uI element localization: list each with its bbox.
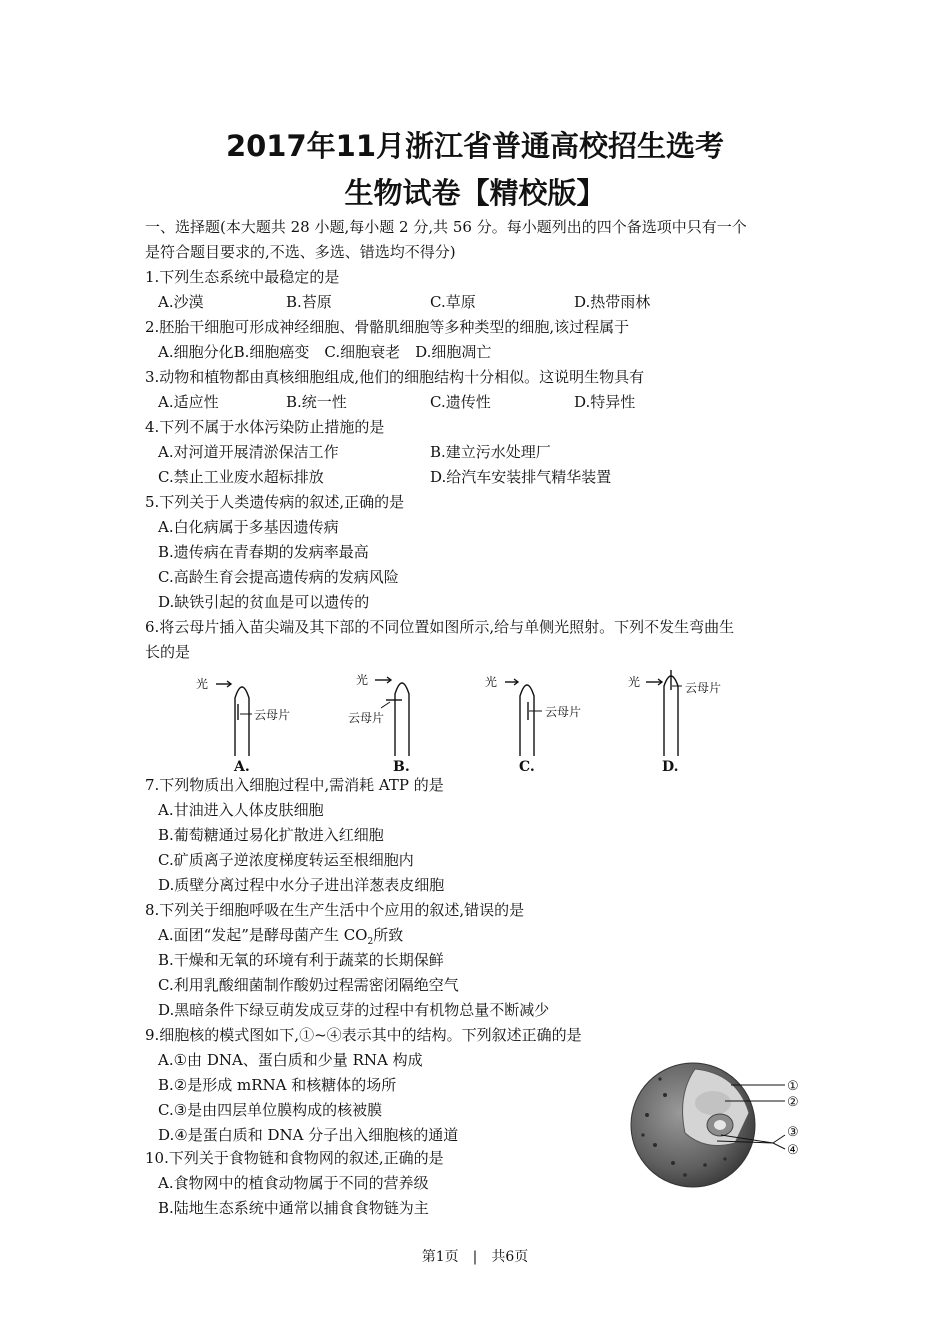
question-10-option-a: A.食物网中的植食动物属于不同的营养级 [158,1174,429,1192]
question-9-option-d: D.④是蛋白质和 DNA 分子出入细胞核的通道 [158,1126,459,1144]
question-9-stem: 9.细胞核的模式图如下,①~④表示其中的结构。下列叙述正确的是 [145,1026,582,1044]
marker-2: ② [787,1095,799,1110]
question-4-option-d: D.给汽车安装排气精华装置 [430,468,612,486]
question-3-option-a: A.适应性 [158,393,219,411]
marker-1: ① [787,1079,799,1094]
question-2-stem: 2.胚胎干细胞可形成神经细胞、骨骼肌细胞等多种类型的细胞,该过程属于 [145,318,630,336]
light-label-a: 光 [196,677,209,691]
light-label-d: 光 [628,675,641,689]
question-6-stem: 6.将云母片插入苗尖端及其下部的不同位置如图所示,给与单侧光照射。下列不发生弯曲生 [145,618,735,636]
question-7-option-c: C.矿质离子逆浓度梯度转运至根细胞内 [158,851,414,869]
question-1-option-d: D.热带雨林 [574,293,651,311]
mica-label-b: 云母片 [348,711,385,725]
question-7-stem: 7.下列物质出入细胞过程中,需消耗 ATP 的是 [145,776,444,794]
question-7-option-d: D.质壁分离过程中水分子进出洋葱表皮细胞 [158,876,445,894]
question-5-option-c: C.高龄生育会提高遗传病的发病风险 [158,568,399,586]
mica-label-d: 云母片 [685,681,722,695]
question-7-option-a: A.甘油进入人体皮肤细胞 [158,801,324,819]
figure-label-d: D. [662,759,679,775]
question-1-option-b: B.苔原 [286,293,332,311]
co2-subscript: 2 [367,937,374,947]
question-3-option-c: C.遗传性 [430,393,491,411]
question-4-option-b: B.建立污水处理厂 [430,443,551,461]
question-8-option-a: A.面团“发起”是酵母菌产生 $CO_2$所致 [158,926,404,947]
marker-3: ③ [787,1125,799,1140]
question-10-stem: 10.下列关于食物链和食物网的叙述,正确的是 [145,1149,444,1167]
question-2-options: A.细胞分化B.细胞癌变 C.细胞衰老 D.细胞凋亡 [158,343,492,361]
question-9-option-a: A.①由 DNA、蛋白质和少量 RNA 构成 [158,1051,423,1069]
mica-label-c: 云母片 [545,705,582,719]
question-5-option-d: D.缺铁引起的贫血是可以遗传的 [158,593,370,611]
light-label-c: 光 [485,675,498,689]
question-4-option-a: A.对河道开展清淤保洁工作 [158,443,339,461]
marker-4: ④ [787,1143,799,1158]
question-1-option-a: A.沙漠 [158,293,204,311]
section-intro-cont: 是符合题目要求的,不选、多选、错选均不得分) [145,243,456,261]
figure-label-b: B. [393,759,410,775]
mica-label-a: 云母片 [254,708,291,722]
question-9-option-b: B.②是形成 mRNA 和核糖体的场所 [158,1076,397,1094]
coleoptile-figure [180,668,740,776]
question-8-stem: 8.下列关于细胞呼吸在生产生活中个应用的叙述,错误的是 [145,901,525,919]
question-6-stem-cont: 长的是 [145,643,191,661]
question-1-option-c: C.草原 [430,293,476,311]
page-footer: 第1页 | 共6页 [421,1249,529,1265]
question-9-option-c: C.③是由四层单位膜构成的核被膜 [158,1101,383,1119]
question-5-stem: 5.下列关于人类遗传病的叙述,正确的是 [145,493,405,511]
question-4-stem: 4.下列不属于水体污染防止措施的是 [145,418,385,436]
cell-nucleus-figure [625,1055,815,1190]
question-7-option-b: B.葡萄糖通过易化扩散进入红细胞 [158,826,384,844]
question-8-option-d: D.黑暗条件下绿豆萌发成豆芽的过程中有机物总量不断减少 [158,1001,550,1019]
section-intro: 一、选择题(本大题共 28 小题,每小题 2 分,共 56 分。每小题列出的四个备选项中只有一个 [145,218,747,236]
question-4-option-c: C.禁止工业废水超标排放 [158,468,324,486]
question-3-option-b: B.统一性 [286,393,347,411]
question-8-option-b: B.干燥和无氧的环境有利于蔬菜的长期保鲜 [158,951,444,969]
question-3-stem: 3.动物和植物都由真核细胞组成,他们的细胞结构十分相似。这说明生物具有 [145,368,645,386]
question-10-option-b: B.陆地生态系统中通常以捕食食物链为主 [158,1199,429,1217]
page-subtitle: 生物试卷【精校版】 [344,176,606,210]
figure-label-c: C. [519,759,535,775]
page-title: 2017年11月浙江省普通高校招生选考 [225,129,725,163]
question-8-option-c: C.利用乳酸细菌制作酸奶过程需密闭隔绝空气 [158,976,459,994]
question-1-stem: 1.下列生态系统中最稳定的是 [145,268,340,286]
question-5-option-a: A.白化病属于多基因遗传病 [158,518,339,536]
question-5-option-b: B.遗传病在青春期的发病率最高 [158,543,369,561]
figure-label-a: A. [234,759,250,775]
question-3-option-d: D.特异性 [574,393,636,411]
light-label-b: 光 [356,673,369,687]
